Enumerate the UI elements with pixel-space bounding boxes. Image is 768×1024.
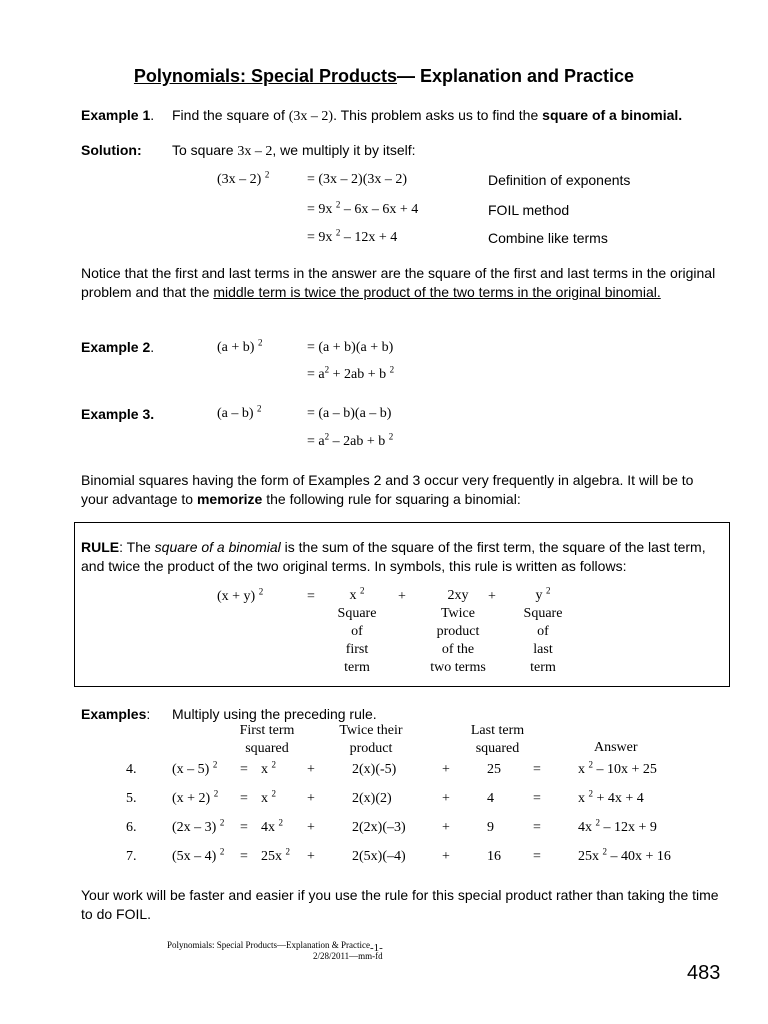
row-expr-text: (5x – 4) <box>172 849 217 864</box>
row-eq: = <box>533 762 541 777</box>
rule-equals: = <box>307 589 315 604</box>
rule-x2 <box>322 587 392 605</box>
head-answer: Answer <box>594 740 638 755</box>
head-first-term <box>232 722 302 758</box>
footer-line-2: 2/28/2011—mm-fd <box>313 951 383 961</box>
notice-text: Notice that the first and last terms in the answer are the square of the first and last terms in the original problem and that the <box>81 265 716 300</box>
example-2-line-1: = (a + b)(a + b) <box>307 340 394 355</box>
sup: 2 <box>588 759 593 770</box>
memorize-paragraph <box>81 471 721 508</box>
row-expr <box>172 759 218 778</box>
footer-line-1 <box>167 939 383 954</box>
solution-lhs-expr: (3x – 2) <box>217 172 262 187</box>
rule-lhs-expr: (x + y) <box>217 589 256 604</box>
rule-y: y <box>535 588 543 603</box>
row-last: 4 <box>487 791 494 806</box>
row-plus: + <box>442 791 450 806</box>
sup: 2 <box>360 585 365 596</box>
rule-col2-3: two terms <box>430 660 486 675</box>
sup: 2 <box>324 431 330 442</box>
example-1-text-a: Find the square of <box>172 107 289 123</box>
step-3-a: = 9x <box>307 230 333 245</box>
sup: 2 <box>389 364 395 375</box>
solution-lhs <box>217 169 270 188</box>
example-1-text <box>172 107 682 125</box>
rule-col1-1: of <box>351 624 363 639</box>
sup: 2 <box>285 846 290 857</box>
row-first <box>261 846 290 865</box>
examples-label: Examples <box>81 706 147 722</box>
rule-col3-1: of <box>537 624 549 639</box>
row-first <box>261 788 276 807</box>
head-twice <box>326 722 416 758</box>
rule-col1-0: Square <box>337 606 377 621</box>
solution-step-3 <box>307 227 398 246</box>
page-title <box>0 66 768 87</box>
ex3-l2b: – 2ab + b <box>329 434 386 449</box>
rule-plus-2: + <box>488 589 496 604</box>
example-3-line-2 <box>307 431 394 450</box>
row-eq: = <box>240 820 248 835</box>
rule-italic: square of a binomial <box>154 539 281 555</box>
rule-col-last <box>508 587 578 677</box>
row-num: 6. <box>126 820 137 835</box>
step-2-a: = 9x <box>307 202 333 217</box>
solution-step-2 <box>307 199 419 218</box>
row-ans-a: 4x <box>578 820 592 835</box>
rule-col-first <box>322 587 392 677</box>
rule-2xy: 2xy <box>447 588 469 603</box>
example-1-text-b: . This problem asks us to find the <box>333 107 543 123</box>
example-3-lhs <box>217 403 262 422</box>
ex2-l2b: + 2ab + b <box>329 367 387 382</box>
example-2-label: Example 2 <box>81 339 151 355</box>
notice-paragraph <box>81 264 721 301</box>
rule-x: x <box>349 588 357 603</box>
row-plus: + <box>442 849 450 864</box>
rule-col2-2: of the <box>441 642 475 657</box>
ex2-l2a: = a <box>307 367 325 382</box>
row-plus: + <box>442 762 450 777</box>
row-plus: + <box>442 820 450 835</box>
row-plus: + <box>307 762 315 777</box>
solution-step-1: = (3x – 2)(3x – 2) <box>307 172 408 187</box>
head-twice-0: Twice their <box>339 723 403 738</box>
row-first-text: 4x <box>261 820 275 835</box>
rule-text-a: : The <box>119 539 155 555</box>
row-num: 4. <box>126 762 137 777</box>
sup: 2 <box>324 364 330 375</box>
sup: 2 <box>271 788 276 799</box>
footer-title: Polynomials: Special Products—Explanation & Practice <box>167 940 370 950</box>
row-first-text: 25x <box>261 849 282 864</box>
example-1-label: Example 1 <box>81 107 151 123</box>
memorize-bold: memorize <box>196 490 263 507</box>
row-mid: 2(x)(2) <box>352 791 392 806</box>
title-main: Polynomials: Special Products <box>133 66 397 86</box>
rule-col3-3: term <box>530 660 556 675</box>
rule-col3-0: Square <box>523 606 563 621</box>
solution-text-b: , we multiply it by itself: <box>272 142 416 158</box>
head-last-term <box>460 722 535 758</box>
row-plus: + <box>307 849 315 864</box>
notice-underline: middle term is twice the product of the two terms in the original binomial. <box>213 283 661 300</box>
row-mid: 2(5x)(–4) <box>352 849 406 864</box>
row-first-text: x <box>261 762 268 777</box>
row-expr <box>172 788 219 807</box>
sup: 2 <box>335 199 341 210</box>
footer-page: -1- <box>369 942 383 954</box>
row-ans-b: – 10x + 25 <box>593 762 657 777</box>
row-ans-a: 25x <box>578 849 599 864</box>
head-twice-1: product <box>349 741 393 756</box>
rule-label: RULE <box>81 539 120 555</box>
row-plus: + <box>307 820 315 835</box>
row-eq: = <box>240 762 248 777</box>
row-last: 9 <box>487 820 494 835</box>
head-last-1: squared <box>475 741 520 756</box>
row-answer <box>578 846 671 865</box>
sup: 2 <box>212 759 218 770</box>
row-expr-text: (x – 5) <box>172 762 210 777</box>
example-2-lhs <box>217 337 263 356</box>
row-first <box>261 759 276 778</box>
example-1-bold: square of a binomial. <box>542 107 683 123</box>
solution-text <box>172 142 416 160</box>
head-first-0: First term <box>239 723 295 738</box>
ex3-l2a: = a <box>307 434 325 449</box>
example-1-period: . <box>150 107 155 123</box>
row-eq: = <box>533 791 541 806</box>
example-1-line <box>81 107 154 123</box>
rule-col2-1: product <box>436 624 480 639</box>
examples-instruction: Multiply using the preceding rule. <box>172 706 377 722</box>
examples-label-wrap <box>81 706 150 722</box>
row-ans-a: x <box>578 791 585 806</box>
solution-reason-2: FOIL method <box>488 202 570 218</box>
examples-colon: : <box>146 706 151 722</box>
solution-label: Solution: <box>81 142 142 158</box>
row-eq: = <box>533 820 541 835</box>
row-last: 16 <box>487 849 501 864</box>
head-first-1: squared <box>245 741 289 756</box>
rule-col2-0: Twice <box>440 606 475 621</box>
rule-text-b: is the sum of the square of the first term, the square of the last term, and twice the product of the two original terms. In symbols, this rule is written as follows: <box>81 539 706 574</box>
closing-paragraph: Your work will be faster and easier if you use the rule for this special product rather than taking the time to do FOIL. <box>81 887 719 922</box>
example-3-line-1: = (a – b)(a – b) <box>307 406 392 421</box>
memorize-text-a: Binomial squares having the form of Examples 2 and 3 occur very frequently in algebra. It will be to your advantage to <box>81 472 694 507</box>
sup: 2 <box>388 431 394 442</box>
row-ans-b: – 12x + 9 <box>600 820 657 835</box>
row-num: 5. <box>126 791 137 806</box>
memorize-text-b: the following rule for squaring a binomial: <box>262 490 521 507</box>
row-last: 25 <box>487 762 501 777</box>
rule-col1-2: first <box>345 642 369 657</box>
row-expr <box>172 817 225 836</box>
row-eq: = <box>533 849 541 864</box>
row-mid: 2(2x)(–3) <box>352 820 406 835</box>
row-answer <box>578 817 657 836</box>
sup: 2 <box>335 227 341 238</box>
title-rest: — Explanation and Practice <box>397 66 635 86</box>
sup: 2 <box>213 788 219 799</box>
row-answer <box>578 759 657 778</box>
row-plus: + <box>307 791 315 806</box>
example-1-expr: (3x – 2) <box>288 109 334 124</box>
example-2-line-2 <box>307 364 395 383</box>
sup: 2 <box>271 759 276 770</box>
row-answer <box>578 788 644 807</box>
sup: 2 <box>588 788 593 799</box>
solution-expr: 3x – 2 <box>237 144 273 159</box>
row-ans-b: + 4x + 4 <box>593 791 644 806</box>
example-3-lhs-expr: (a – b) <box>217 406 254 421</box>
example-2-lhs-expr: (a + b) <box>217 340 255 355</box>
sup: 2 <box>278 817 283 828</box>
row-num: 7. <box>126 849 137 864</box>
rule-lhs <box>217 586 264 605</box>
row-eq: = <box>240 791 248 806</box>
sup: 2 <box>264 169 270 180</box>
head-last-0: Last term <box>470 723 525 738</box>
row-mid: 2(x)(-5) <box>352 762 397 777</box>
sup: 2 <box>258 586 264 597</box>
rule-col-twice <box>418 587 498 677</box>
rule-y2 <box>508 587 578 605</box>
step-3-b: – 12x + 4 <box>340 230 398 245</box>
example-2-label-wrap <box>81 339 154 355</box>
rule-col3-2: last <box>533 642 553 657</box>
row-expr-text: (2x – 3) <box>172 820 217 835</box>
step-2-b: – 6x – 6x + 4 <box>340 202 419 217</box>
rule-col1-3: term <box>344 660 370 675</box>
solution-reason-1: Definition of exponents <box>488 172 631 188</box>
rule-plus-1: + <box>398 589 406 604</box>
sup: 2 <box>219 846 225 857</box>
sup: 2 <box>546 585 551 596</box>
row-ans-a: x <box>578 762 585 777</box>
row-eq: = <box>240 849 248 864</box>
row-ans-b: – 40x + 16 <box>607 849 671 864</box>
row-first-text: x <box>261 791 268 806</box>
sup: 2 <box>602 846 607 857</box>
example-3-label: Example 3. <box>81 406 155 422</box>
solution-text-a: To square <box>172 142 238 158</box>
row-expr <box>172 846 225 865</box>
solution-reason-3: Combine like terms <box>488 230 608 246</box>
row-first <box>261 817 283 836</box>
row-expr-text: (x + 2) <box>172 791 211 806</box>
sup: 2 <box>257 403 262 414</box>
sup: 2 <box>219 817 225 828</box>
example-2-period: . <box>150 339 155 355</box>
rule-paragraph <box>81 538 721 575</box>
page-number: 483 <box>687 962 721 984</box>
sup: 2 <box>595 817 600 828</box>
sup: 2 <box>257 337 263 348</box>
